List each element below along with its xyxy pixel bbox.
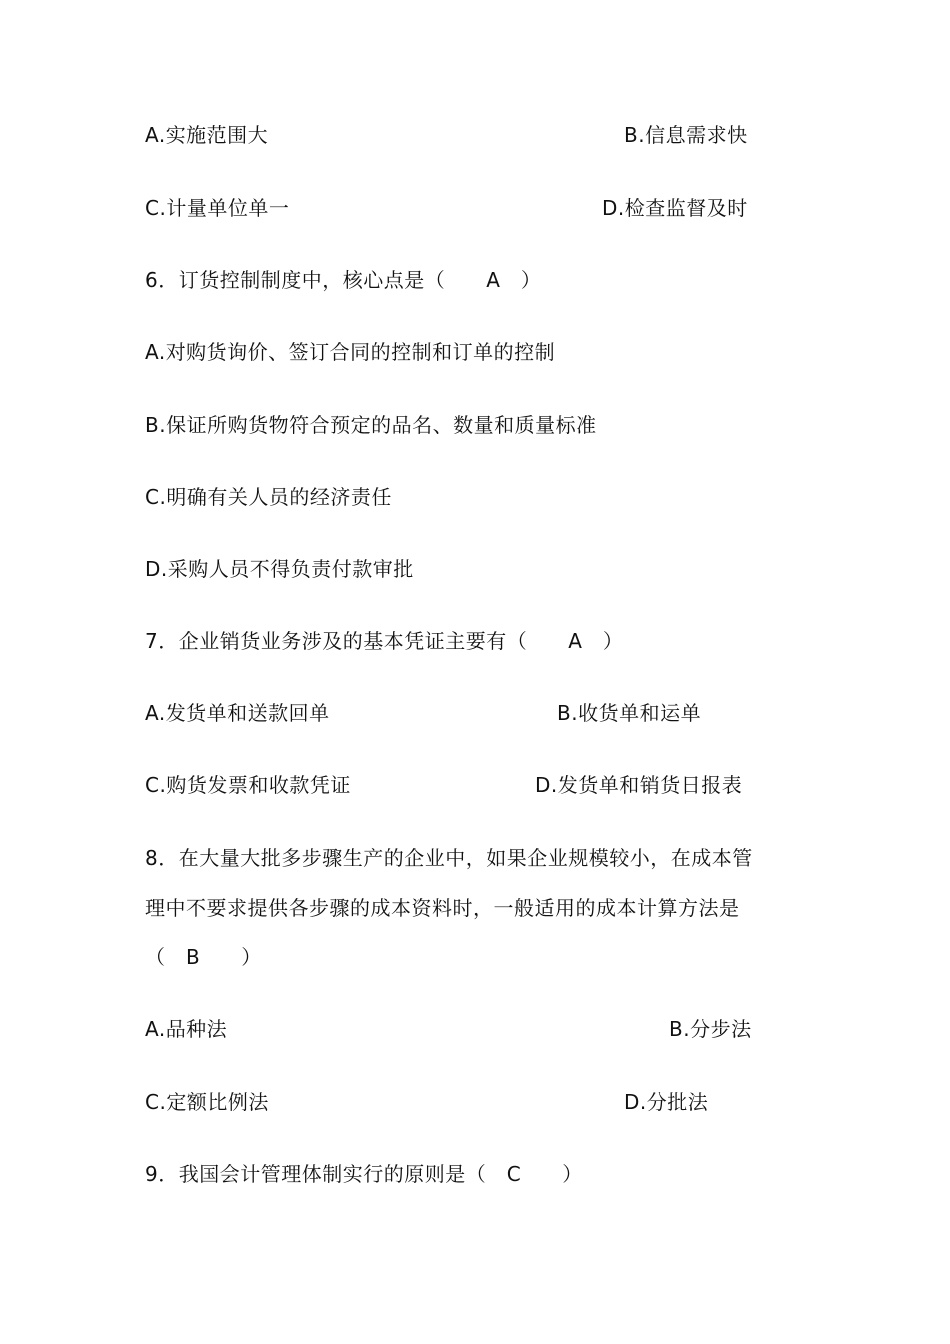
q7-question: 7．企业销货业务涉及的基本凭证主要有（ A ） <box>145 629 624 653</box>
q8-option-d: D.分批法 <box>624 1090 709 1114</box>
q7-option-d: D.发货单和销货日报表 <box>535 773 743 797</box>
q6-option-d: D.采购人员不得负责付款审批 <box>145 557 414 581</box>
q8-option-c: C.定额比例法 <box>145 1090 269 1114</box>
q8-question-line3: （ B ） <box>145 945 262 969</box>
q8-option-b: B.分步法 <box>669 1017 752 1041</box>
q6-option-c: C.明确有关人员的经济责任 <box>145 485 392 509</box>
q5-option-c: C.计量单位单一 <box>145 196 290 220</box>
q8-question-line1: 8．在大量大批多步骤生产的企业中，如果企业规模较小，在成本管 <box>145 846 753 870</box>
q6-option-a: A.对购货询价、签订合同的控制和订单的控制 <box>145 340 556 364</box>
q7-option-c: C.购货发票和收款凭证 <box>145 773 351 797</box>
q8-question-line2: 理中不要求提供各步骤的成本资料时，一般适用的成本计算方法是 <box>145 896 740 920</box>
q7-option-a: A.发货单和送款回单 <box>145 701 330 725</box>
q8-option-a: A.品种法 <box>145 1017 228 1041</box>
q5-option-d: D.检查监督及时 <box>602 196 748 220</box>
q6-question: 6．订货控制制度中，核心点是（ A ） <box>145 268 542 292</box>
q7-option-b: B.收货单和运单 <box>557 701 702 725</box>
q6-option-b: B.保证所购货物符合预定的品名、数量和质量标准 <box>145 413 597 437</box>
q9-question: 9．我国会计管理体制实行的原则是（ C ） <box>145 1162 583 1186</box>
q5-option-a: A.实施范围大 <box>145 123 269 147</box>
q5-option-b: B.信息需求快 <box>624 123 748 147</box>
